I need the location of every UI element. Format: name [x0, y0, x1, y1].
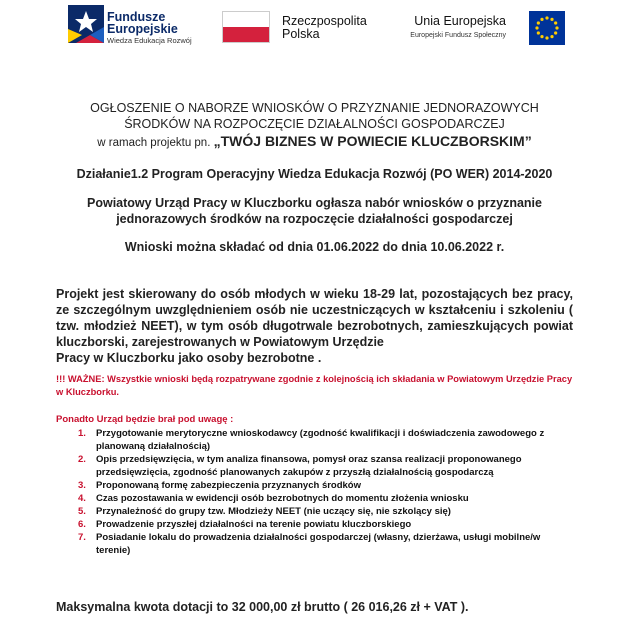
list-item-number: 6. [78, 519, 86, 530]
ue-logo-text [396, 14, 506, 42]
important-warning: !!! WAŻNE: Wszystkie wnioski będą rozpatrywane zgodnie z kolejnością ich składania w Powiatowym Urzędzie Pracy w Kluczborku. [56, 374, 573, 397]
eu-flag-icon [529, 11, 565, 45]
eu-star-icon [550, 35, 553, 38]
rzeczpospolita-polska-logo [222, 11, 382, 45]
rp-line1: Rzeczpospolita [282, 14, 367, 28]
max-grant-amount: Maksymalna kwota dotacji to 32 000,00 zł brutto ( 26 016,26 zł + VAT ). [56, 600, 469, 614]
logo-bar [0, 0, 629, 60]
list-item-text: Opis przedsięwzięcia, w tym analiza finansowa, pomysł oraz szansa realizacji proponowanego przedsięwzięcia, zgodność planowanych zakupów z przyszłą działalnością gospodarczą [96, 454, 522, 478]
list-item-number: 4. [78, 493, 86, 504]
project-name: „TWÓJ BIZNES W POWIECIE KLUCZBORSKIM” [213, 133, 532, 149]
rp-logo-text [282, 15, 367, 41]
eu-star-icon [540, 18, 543, 21]
polish-flag-icon [222, 11, 270, 43]
list-item-text: Posiadanie lokalu do prowadzenia działalności gospodarczej (własny, dzierżawa, usługi mobilne/w terenie) [96, 532, 541, 556]
list-item [78, 427, 556, 453]
list-item-number: 7. [78, 532, 86, 543]
list-item [78, 518, 556, 531]
project-prefix: w ramach projektu pn. [97, 137, 214, 149]
announcement-title [40, 100, 589, 132]
list-item-number: 5. [78, 506, 86, 517]
list-item-text: Prowadzenie przyszłej działalności na terenie powiatu kluczborskiego [96, 519, 412, 530]
fundusze-europejskie-logo [68, 5, 198, 47]
ue-line2: Europejski Fundusz Społeczny [410, 32, 506, 39]
eu-star-icon [555, 26, 558, 29]
fe-logo-text [107, 11, 192, 47]
eu-star-icon [550, 18, 553, 21]
list-item [78, 453, 556, 479]
list-item [78, 479, 556, 492]
criteria-list [78, 427, 556, 557]
eu-star-icon [537, 21, 540, 24]
list-item-text: Czas pozostawania w ewidencji osób bezrobotnych do momentu złożenia wniosku [96, 493, 469, 504]
rp-line2: Polska [282, 27, 320, 41]
eu-star-icon [540, 35, 543, 38]
application-dates: Wnioski można składać od dnia 01.06.2022 do dnia 10.06.2022 r. [124, 240, 505, 254]
list-item [78, 492, 556, 505]
project-description [56, 286, 573, 366]
pup-line-2: jednorazowych środków na rozpoczęcie działalności gospodarczej [116, 212, 513, 226]
list-item [78, 505, 556, 518]
list-item [78, 531, 556, 557]
eu-star-icon [535, 26, 538, 29]
eu-star-icon [554, 31, 557, 34]
list-item-text: Proponowaną formę zabezpieczenia przyznanych środków [96, 480, 362, 491]
list-item-number: 2. [78, 454, 86, 465]
list-item-text: Przygotowanie merytoryczne wnioskodawcy (zgodność kwalifikacji i doświadczenia zawodowego z planowaną działalnością) [96, 428, 545, 452]
list-item-text: Przynależność do grupy tzw. Młodzieży NEET (nie uczący się, nie szkolący się) [96, 506, 451, 517]
eu-star-icon [545, 16, 548, 19]
eu-star-icon [554, 21, 557, 24]
criteria-heading: Ponadto Urząd będzie brał pod uwagę : [56, 414, 234, 425]
list-item-number: 3. [78, 480, 86, 491]
unia-europejska-logo [396, 11, 571, 47]
pup-line-1: Powiatowy Urząd Pracy w Kluczborku ogłasza nabór wniosków o przyznanie [87, 196, 542, 210]
eu-star-icon [537, 31, 540, 34]
title-line-1: OGŁOSZENIE O NABORZE WNIOSKÓW O PRZYZNANIE JEDNORAZOWYCH [90, 101, 539, 115]
ue-line1: Unia Europejska [414, 14, 506, 28]
list-item-number: 1. [78, 428, 86, 439]
fe-line1: Fundusze [107, 10, 166, 24]
fe-line2: Europejskie [107, 22, 178, 36]
project-description-last: Pracy w Kluczborku jako osoby bezrobotne . [56, 351, 322, 365]
fe-line3: Wiedza Edukacja Rozwój [107, 36, 192, 45]
title-line-2: ŚRODKÓW NA ROZPOCZĘCIE DZIAŁALNOŚCI GOSPODARCZEJ [124, 117, 505, 131]
project-description-main: Projekt jest skierowany do osób młodych w wieku 18-29 lat, pozostających bez pracy, ze szczególnym uwzględnieniem osób nie uczestniczących w kształceniu i szkoleniu ( tzw. młodzież NEET), w tym osób długotrwale bezrobotnych, zamieszkujących powiat kluczborski, zarejestrowanych w Powiatowym Urzędzie [56, 287, 573, 349]
project-line [40, 133, 589, 151]
program-action: Działanie1.2 Program Operacyjny Wiedza Edukacja Rozwój (PO WER) 2014-2020 [76, 167, 553, 181]
fe-star-mark-icon [68, 5, 104, 43]
pup-announcement [50, 195, 579, 227]
eu-star-icon [545, 36, 548, 39]
